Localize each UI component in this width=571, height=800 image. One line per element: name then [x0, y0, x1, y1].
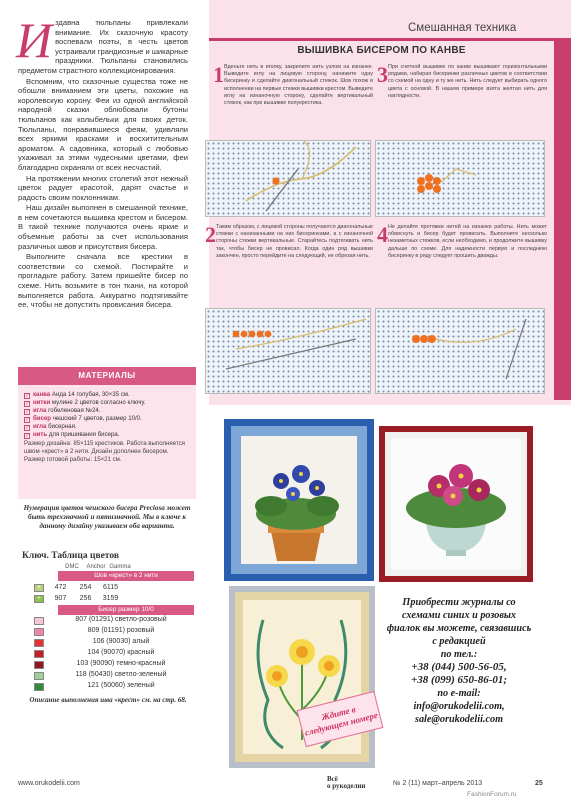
bead-row: 809 (01191) розовый — [34, 627, 194, 638]
materials-item: ✓ нитки мулине 2 цветов согласно ключу. — [25, 399, 146, 407]
tutorial-title: ВЫШИВКА БИСЕРОМ ПО КАНВЕ — [297, 45, 466, 56]
materials-item: ✓ канва Аида 14 голубая, 30×35 см. — [25, 391, 130, 399]
check-icon: ✓ — [25, 433, 30, 439]
materials-note: Размер дизайна: 85×115 крестиков. Работа выполняется швом «крест» в 2 нити. Дизайн дополнен бисером. Размер готовой работы: 15×21 см. — [24, 440, 185, 463]
section-divider — [209, 38, 571, 41]
site-url[interactable]: www.orukodelii.com — [18, 780, 80, 787]
intro-paragraph-5: Выполните сначала все крестики в соответствии со схемой. Постирайте и прогладьте работу. Затем пришейте бисер по схеме. Нить возьмите в тон ткани, на которой выполняется работа. Аккуратно подтягивайте ее, чтобы не допустить провисания бисера. — [18, 252, 188, 310]
phone-label: по тел.: — [440, 649, 478, 660]
stitch-diagram-4 — [375, 308, 545, 394]
bead-row: 118 (50430) светло-зеленый — [34, 671, 194, 682]
framed-violets-blue — [224, 419, 374, 581]
intro-paragraph-2: Вспомним, что сказочные существа тоже не обошли вниманием эти цветы, похожие на королевскую корону. Феи из одной английской народной сказки облюбовали бутоны тюльпанов как колыбельки для своих деток. Тюльпаны, понравившиеся феям, удивляли всех яркими красками и восхитительным ароматом. А садовника, который с любовью ухаживал за этими чудесными цветами, феи благодарно охраняли от всех несчастий. — [18, 76, 188, 172]
step-text: Не делайте протяжки нитей на изнанке работы. Нить может обвиснуть и бисер будет провисать. Выполните несколько незаметных стежков, если необходимо, и продолжите вышивку дальше по схеме. Для надежности первую и последнюю бисеринку в ряду следует прошить дважды. — [388, 224, 547, 259]
step-text: При счетной вышивке по канве вышивают горизонтальными рядами, набирая бисеринки различных цветов в соответствии со схемой на одну и ту же нить. Нить следует выбирать одного цвета с основой. В нашем примере взята желтая нить для наглядности. — [388, 64, 547, 99]
step-text: Таким образом, с лицевой стороны получаются диагональные стежки с нанизанными на них бисеринками, а с изнаночной стороны стежки вертикальные. Старайтесь подтягивать нить так, чтобы бисер не провисал. Когда один ряд вышивки закончен, просто перейдите на следующий, не обрезая нить. — [216, 224, 373, 259]
color-key-title: Ключ. Таблица цветов — [22, 551, 119, 561]
swatch: + — [34, 595, 44, 603]
section-label: Смешанная техника — [408, 22, 517, 34]
diagram-thread — [206, 141, 371, 217]
bead-row: 103 (90090) темно-красный — [34, 660, 194, 671]
check-icon: ✓ — [25, 425, 30, 431]
intro-paragraph-4: Наш дизайн выполнен в смешанной технике, в нем сочетаются вышивка крестом и бисером. В такой технике получаются очень яркие и объемные работы за счет использования различных швов и присутствия бисера. — [18, 203, 188, 251]
materials-list — [18, 385, 196, 439]
color-key-columns: DMC Anchor Gamma — [65, 564, 131, 570]
key-row: + 907 256 3159 — [22, 593, 194, 604]
bead-swatch — [34, 672, 44, 680]
step-number: 2 — [205, 222, 216, 247]
subscribe-text: Приобрести журналы со схемами синих и розовых фиалок вы можете, связавшись с редакцией — [386, 597, 532, 647]
check-icon: ✓ — [25, 393, 30, 399]
bead-swatch — [34, 661, 44, 669]
bead-row: 104 (90070) красный — [34, 649, 194, 660]
bead-row: 121 (50060) зеленый — [34, 682, 194, 693]
framed-daffodils — [229, 586, 375, 768]
stitch-diagram-3 — [375, 140, 545, 217]
next-issue-badge: Ждите в следующем номере — [297, 691, 384, 747]
check-icon: ✓ — [25, 401, 30, 407]
issue-info: № 2 (11) март–апрель 2013 — [393, 780, 483, 787]
intro-text — [16, 12, 188, 311]
cross-stitch-band: Шов «крест» в 2 нити — [58, 571, 194, 581]
bead-band: Бисер размер 10/0 — [58, 605, 194, 615]
materials-title: МАТЕРИАЛЫ — [18, 367, 196, 385]
color-key — [22, 551, 194, 704]
diagram-beads — [376, 141, 545, 217]
phone-number[interactable]: +38 (099) 650-86-01; — [410, 674, 508, 686]
bead-swatch — [34, 683, 44, 691]
bead-icon — [272, 177, 279, 184]
framed-primula-pink — [379, 426, 533, 582]
step-text: Вденьте нить в иголку, закрепите нить узлом на изнанке. Выведите иглу на лицевую сторону, нанижите одну бисеринку и сделайте диагональный стежок. Шов похож в исполнении на первые стежки вышивки крестом. Выведите иглу на изнаночную сторону, сделайте вертикальный стежок, как при вышивке полукрестика. — [224, 64, 373, 107]
check-icon: ✓ — [25, 417, 30, 423]
key-row: × 472 254 6115 — [22, 582, 194, 593]
step-2 — [205, 224, 373, 260]
step-number: 1 — [213, 62, 224, 87]
materials-item: ✓ игла гобеленовая №24. — [25, 407, 101, 415]
side-tab — [554, 40, 571, 400]
materials-item: ✓ бисер чешский 7 цветов, размер 10/0. — [25, 415, 142, 423]
email-link[interactable]: info@orukodelii.com, — [413, 701, 505, 712]
stitch-diagram-2 — [205, 308, 371, 394]
primula-pink-image — [391, 438, 521, 570]
email-label: по e-mail: — [437, 688, 481, 699]
bead-row: 807 (01291) светло-розовый — [34, 616, 194, 627]
phone-number[interactable]: +38 (044) 500-56-05, — [411, 661, 507, 673]
step-number: 4 — [377, 222, 388, 247]
step-1 — [213, 64, 373, 107]
page-number: 25 — [535, 780, 543, 787]
step-4 — [377, 224, 547, 260]
materials-box — [18, 367, 196, 499]
magazine-logo: Всё о рукоделии — [327, 775, 366, 790]
drop-cap: И — [16, 12, 53, 68]
intro-paragraph-1: Издавна тюльпаны привлекали внимание. Их сказочную красоту воспевали поэты, в честь цветов устраивали грандиозные и шикарные праздники. Тюльпаны становились предметом страстного коллекционирования. — [16, 12, 188, 75]
diagram-row — [206, 309, 371, 394]
materials-item: ✓ нить для пришивания бисера. — [25, 431, 120, 439]
step-number: 3 — [377, 62, 388, 87]
swatch: × — [34, 584, 44, 592]
bead-row: 106 (90030) алый — [34, 638, 194, 649]
watermark: FashionForum.ru — [467, 791, 517, 798]
intro-paragraph-3: На протяжении многих столетий этот нежный цветок радует красотой, дарят счастье и радость своим поклонникам. — [18, 173, 188, 202]
email-link[interactable]: sale@orukodelii.com — [415, 714, 503, 725]
stitch-diagram-1 — [205, 140, 371, 217]
bead-swatch — [34, 639, 44, 647]
page-footer — [0, 776, 571, 800]
bead-swatch — [34, 650, 44, 658]
violet-blue-image — [241, 436, 351, 564]
step-3 — [377, 64, 547, 100]
materials-item: ✓ игла бисерная. — [25, 423, 77, 431]
check-icon: ✓ — [25, 409, 30, 415]
numbering-note: Нумерация цветов чешского бисера Preciosa может быть трехзначной и пятизначной. Мы в ключе к данному дизайну указываем оба варианта. — [23, 504, 191, 530]
color-key-footnote: Описание выполнения шва «крест» см. на стр. 68. — [29, 696, 187, 704]
diagram-reinforce — [376, 309, 545, 394]
subscription-info — [384, 596, 534, 726]
bead-swatch — [34, 628, 44, 636]
bead-swatch — [34, 617, 44, 625]
